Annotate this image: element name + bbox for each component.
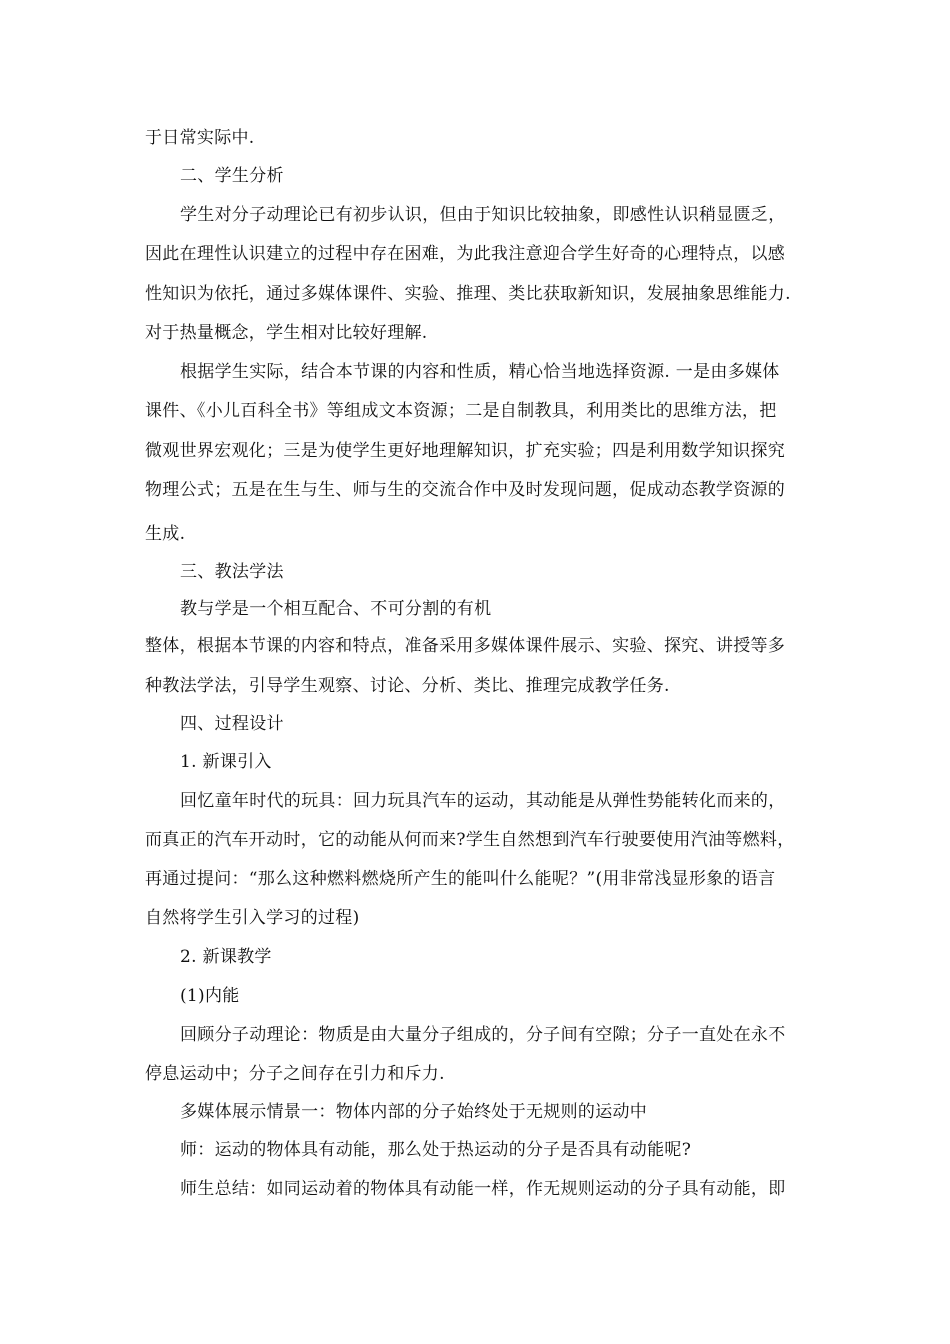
text-line: 教与学是一个相互配合、不可分割的有机	[180, 599, 492, 619]
subsection-heading: 1. 新课引入	[180, 752, 272, 772]
text-line: 于日常实际中.	[145, 128, 255, 148]
text-line: 因此在理性认识建立的过程中存在困难，为此我注意迎合学生好奇的心理特点，以感	[145, 244, 786, 264]
text-line: 课件、《小儿百科全书》等组成文本资源；二是自制教具，利用类比的思维方法，把	[145, 401, 777, 421]
subsection-heading: (1)内能	[180, 986, 240, 1006]
text-line: 师生总结：如同运动着的物体具有动能一样，作无规则运动的分子具有动能，即	[180, 1179, 786, 1199]
text-line: 学生对分子动理论已有初步认识，但由于知识比较抽象，即感性认识稍显匮乏，	[180, 205, 786, 225]
text-line: 停息运动中；分子之间存在引力和斥力.	[145, 1064, 445, 1084]
text-line: 而真正的汽车开动时，它的动能从何而来?学生自然想到汽车行驶要使用汽油等燃料，	[145, 830, 795, 850]
text-line: 微观世界宏观化；三是为使学生更好地理解知识，扩充实验；四是利用数学知识探究	[145, 441, 786, 461]
text-line: 整体，根据本节课的内容和特点，准备采用多媒体课件展示、实验、探究、讲授等多	[145, 636, 786, 656]
text-line: 回忆童年时代的玩具：回力玩具汽车的运动，其动能是从弹性势能转化而来的，	[180, 791, 786, 811]
text-line: 自然将学生引入学习的过程)	[145, 908, 360, 928]
text-line: 种教法学法，引导学生观察、讨论、分析、类比、推理完成教学任务.	[145, 676, 670, 696]
text-line: 性知识为依托，通过多媒体课件、实验、推理、类比获取新知识，发展抽象思维能力.	[145, 284, 791, 304]
text-line: 生成.	[145, 524, 186, 544]
text-line: 多媒体展示情景一：物体内部的分子始终处于无规则的运动中	[180, 1102, 648, 1122]
text-line: 师：运动的物体具有动能，那么处于热运动的分子是否具有动能呢?	[180, 1140, 692, 1160]
section-heading: 二、学生分析	[180, 166, 284, 186]
text-line: 回顾分子动理论：物质是由大量分子组成的，分子间有空隙；分子一直处在永不	[180, 1025, 786, 1045]
text-line: 对于热量概念，学生相对比较好理解.	[145, 323, 428, 343]
text-line: 再通过提问：“那么这种燃料燃烧所产生的能叫什么能呢？”(用非常浅显形象的语言	[145, 869, 776, 889]
text-line: 物理公式；五是在生与生、师与生的交流合作中及时发现问题，促成动态教学资源的	[145, 480, 786, 500]
text-line: 根据学生实际，结合本节课的内容和性质，精心恰当地选择资源. 一是由多媒体	[180, 362, 780, 382]
subsection-heading: 2. 新课教学	[180, 947, 272, 967]
section-heading: 三、教法学法	[180, 562, 284, 582]
section-heading: 四、过程设计	[180, 714, 284, 734]
